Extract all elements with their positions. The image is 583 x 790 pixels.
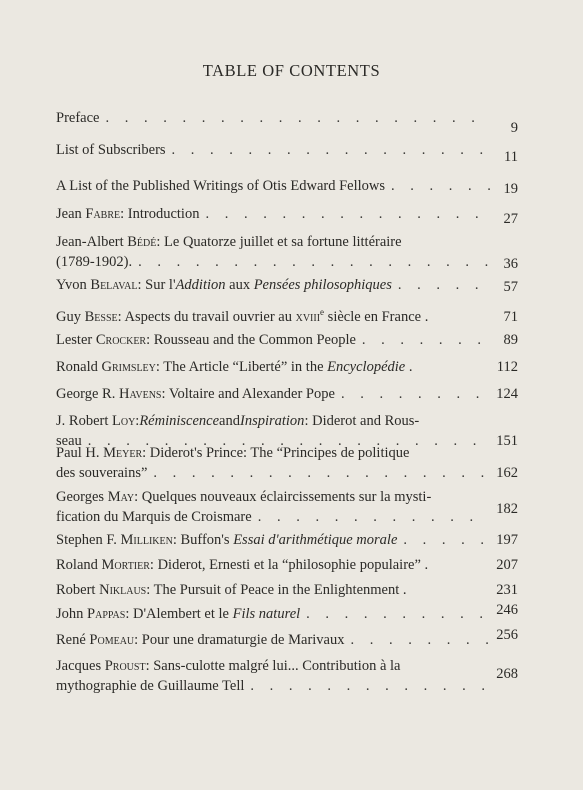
entry-title: : Diderot, Ernesti et la “philosophie populaire” . — [149, 557, 429, 573]
entry-title: : D'Alembert et le — [125, 606, 233, 622]
entry-title: : Le Quatorze juillet et sa fortune littéraire — [156, 234, 402, 250]
author-first-name: Jacques — [56, 658, 102, 674]
leader-dots — [205, 204, 490, 224]
author-surname: Belaval — [90, 277, 138, 293]
toc-entry-niklaus — [56, 580, 518, 600]
entry-title-continued: seau — [56, 433, 82, 449]
author-surname: May — [107, 489, 135, 505]
page-number: 27 — [503, 211, 518, 227]
page-number: 162 — [496, 465, 518, 481]
page-number: 36 — [503, 256, 518, 272]
author-first-name: Guy — [56, 308, 81, 325]
toc-entry-pappas — [56, 604, 518, 624]
author-first-name: René — [56, 632, 86, 648]
page-number: 112 — [496, 359, 518, 375]
author-first-name: Jean-Albert — [56, 234, 124, 250]
toc-entry-havens — [56, 384, 518, 404]
entry-title: : Rousseau and the Common People — [146, 332, 356, 348]
entry-title: A List of the Published Writings of Otis Edward Fellows — [56, 178, 386, 194]
author-first-name: Jean — [56, 206, 82, 222]
toc-entry-proust — [56, 656, 518, 696]
author-surname: Meyer — [103, 445, 143, 461]
entry-title: : Voltaire and Alexander Pope — [161, 386, 335, 402]
toc-entry-milliken — [56, 530, 518, 550]
author-first-name: Stephen F. — [56, 532, 117, 548]
leader-dots — [350, 630, 488, 650]
page-number: 182 — [496, 501, 518, 517]
toc-entry-may — [56, 487, 518, 527]
toc-entry-subscribers — [56, 140, 518, 165]
toc-entry-crocker — [56, 330, 518, 350]
entry-title-italic: Inspiration — [239, 413, 305, 429]
entry-title: : Diderot and Rous- — [304, 413, 420, 429]
page-number: 124 — [496, 386, 518, 402]
leader-dots — [403, 530, 488, 550]
entry-title-italic: Pensées philosophiques — [253, 277, 392, 293]
author-surname: Pappas — [87, 606, 126, 622]
author-first-name: Robert — [56, 582, 96, 598]
entry-title: : Aspects du travail ouvrier au — [117, 308, 296, 325]
leader-dots — [391, 176, 490, 196]
toc-entry-pomeau — [56, 627, 518, 650]
author-first-name: George R. — [56, 386, 116, 402]
toc-entry-preface — [56, 108, 518, 136]
entry-title-century: xviii — [295, 308, 321, 325]
toc-entry-fabre — [56, 204, 518, 227]
author-first-name: John — [56, 606, 84, 622]
entry-title-italic: Encyclopédie — [327, 359, 406, 375]
entry-title-continued: (1789-1902). — [56, 254, 133, 270]
entry-title: aux — [225, 277, 254, 293]
author-surname: Mortier — [101, 557, 150, 573]
author-surname: Pomeau — [89, 632, 135, 648]
entry-title: : The Pursuit of Peace in the Enlightenment . — [146, 582, 407, 598]
page-number: 151 — [496, 433, 518, 449]
author-first-name: Lester — [56, 332, 93, 348]
leader-dots — [138, 252, 490, 272]
entry-title-italic: Fils naturel — [232, 606, 301, 622]
toc-entry-meyer — [56, 443, 518, 483]
entry-title: : Sans-culotte malgré lui... Contribution à la — [145, 658, 401, 674]
toc-entry-grimsley — [56, 357, 518, 377]
leader-dots — [105, 108, 490, 128]
entry-title: and — [219, 413, 240, 429]
entry-title: : Buffon's — [172, 532, 234, 548]
page-title: TABLE OF CONTENTS — [202, 61, 381, 80]
toc-entry-mortier — [56, 555, 518, 575]
page-number: 57 — [503, 279, 518, 295]
entry-title-italic: Réminiscence — [139, 413, 220, 429]
author-surname: Proust — [104, 658, 146, 674]
entry-title: : — [135, 413, 140, 429]
entry-title-continued: fication du Marquis de Croismare — [56, 509, 252, 525]
author-surname: Milliken — [120, 532, 173, 548]
page-number: 268 — [496, 666, 518, 682]
toc-entry-bede — [56, 232, 518, 272]
author-first-name: Paul H. — [56, 445, 100, 461]
entry-title: : Diderot's Prince: The “Principes de politique — [142, 445, 410, 461]
page-number: 11 — [504, 149, 518, 165]
toc-entry-writings — [56, 176, 518, 196]
author-surname: Niklaus — [99, 582, 147, 598]
leader-dots — [306, 604, 488, 624]
leader-dots — [250, 676, 488, 696]
page-number: 246 — [496, 602, 518, 618]
entry-title-italic: Essai d'arithmétique morale — [233, 532, 398, 548]
page-number: 231 — [496, 582, 518, 598]
toc-entry-belaval — [56, 275, 518, 295]
page-number: 71 — [503, 308, 518, 325]
page-number: 207 — [496, 557, 518, 573]
page-number: 256 — [496, 627, 518, 643]
page-number: 197 — [496, 532, 518, 548]
entry-title: siècle en France . — [324, 308, 429, 325]
author-first-name: Roland — [56, 557, 98, 573]
author-surname: Havens — [118, 386, 162, 402]
leader-dots — [341, 384, 488, 404]
author-first-name: Georges — [56, 489, 105, 505]
leader-dots — [153, 463, 488, 483]
entry-title: : Pour une dramaturgie de Marivaux — [134, 632, 345, 648]
author-first-name: Yvon — [56, 277, 87, 293]
leader-dots — [362, 330, 490, 350]
leader-dots — [258, 507, 489, 527]
author-surname: Crocker — [95, 332, 147, 348]
entry-title: Preface — [56, 110, 100, 126]
author-surname: Bédé — [127, 234, 157, 250]
toc-entry-besse — [56, 302, 518, 327]
author-first-name: J. Robert — [56, 413, 109, 429]
author-surname: Fabre — [85, 206, 121, 222]
entry-title: List of Subscribers — [56, 142, 166, 158]
entry-title: : Quelques nouveaux éclaircissements sur la mysti- — [134, 489, 432, 505]
leader-dots — [398, 275, 490, 295]
entry-title-continued: des souverains” — [56, 465, 148, 481]
entry-title: : The Article “Liberté” in the — [155, 359, 328, 375]
page-number: 19 — [503, 181, 518, 197]
entry-title-superscript: e — [320, 307, 325, 317]
author-surname: Loy — [111, 413, 136, 429]
entry-title: . — [405, 359, 413, 375]
entry-title-continued: mythographie de Guillaume Tell — [56, 678, 245, 694]
page-number: 9 — [510, 120, 518, 136]
page-number: 89 — [503, 332, 518, 348]
entry-title: : Introduction — [120, 206, 200, 222]
author-surname: Besse — [84, 308, 118, 325]
leader-dots — [172, 140, 490, 160]
author-first-name: Ronald — [56, 359, 98, 375]
entry-title-italic: Addition — [175, 277, 226, 293]
entry-title: : Sur l' — [137, 277, 176, 293]
author-surname: Grimsley — [101, 359, 156, 375]
